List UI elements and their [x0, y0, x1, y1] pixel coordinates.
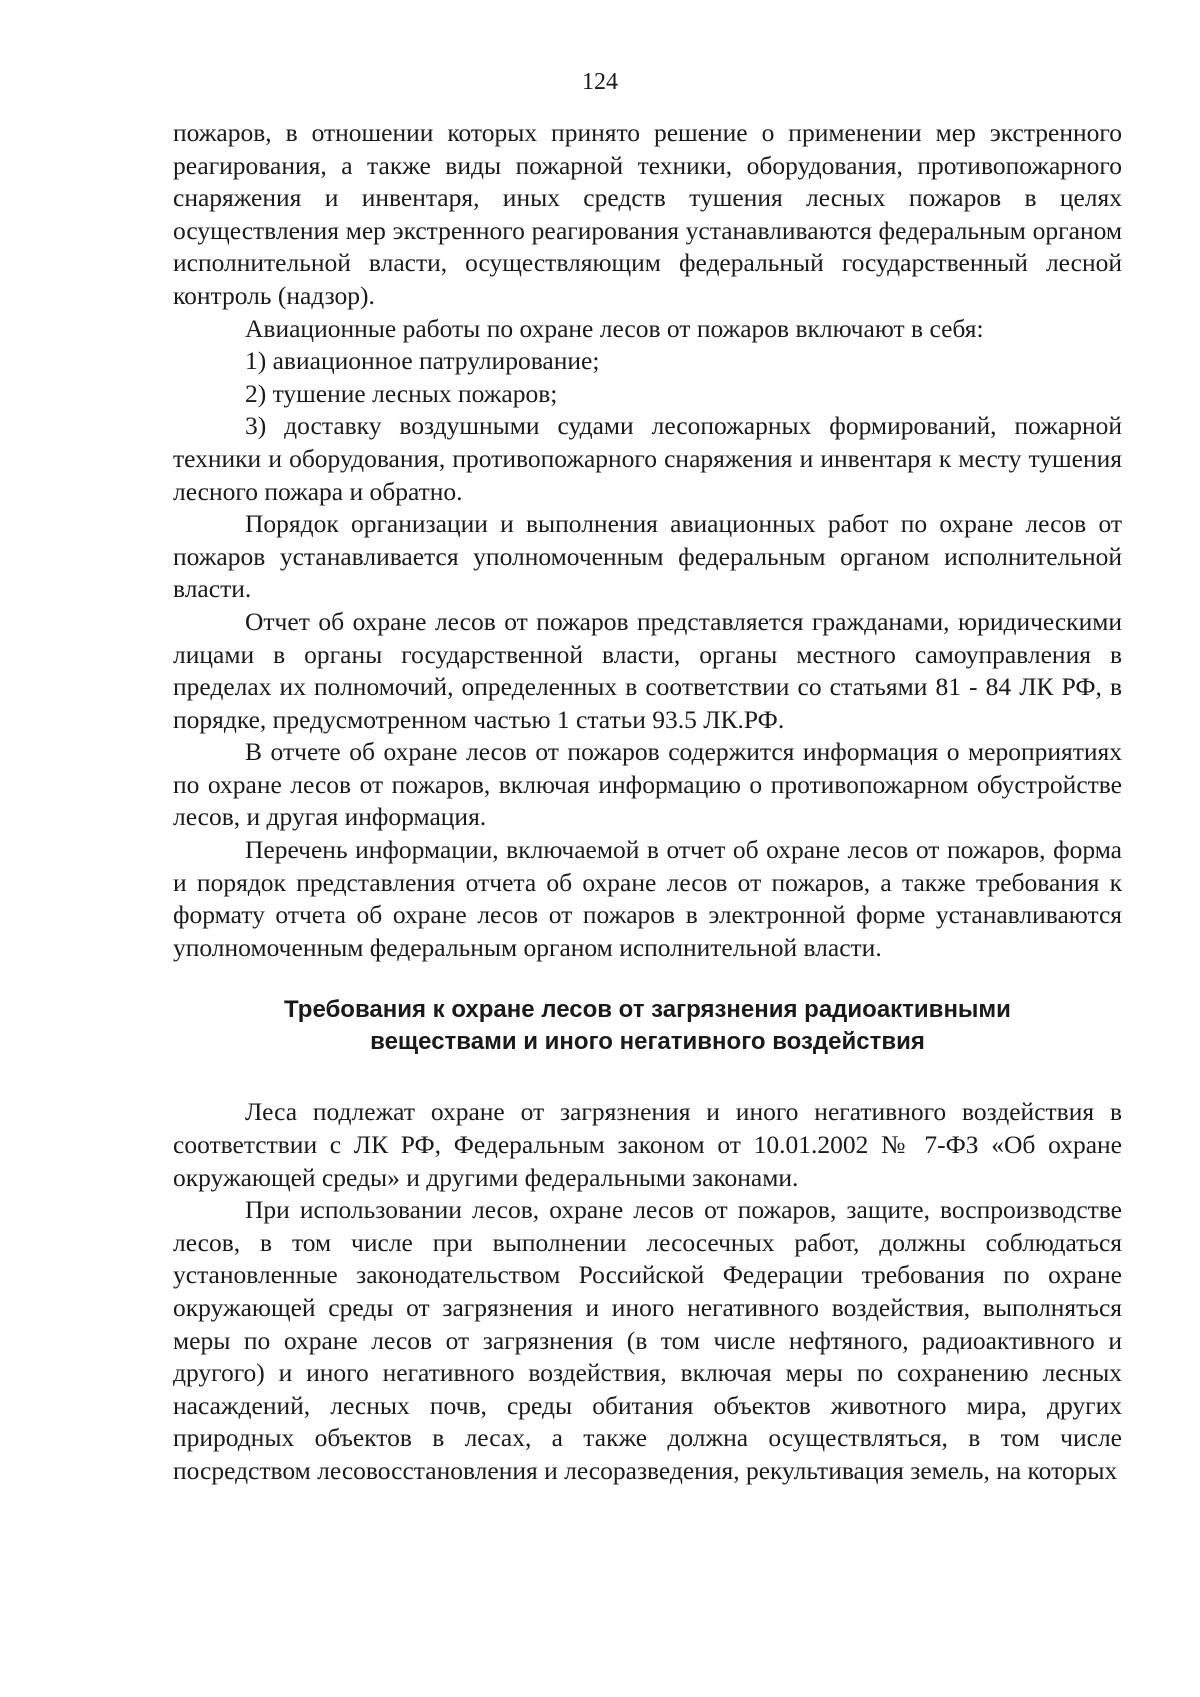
- paragraph: Леса подлежат охране от загрязнения и иного негативного воздействия в соответствии с ЛК РФ, Федеральным законом от 10.01.2002 № 7-ФЗ «Об охране окружающей среды» и другими федеральными законами.: [173, 1097, 1122, 1192]
- paragraph: В отчете об охране лесов от пожаров содержится информация о мероприятиях по охране лесов от пожаров, включая информацию о противопожарном обустройстве лесов, и другая информация.: [173, 737, 1122, 832]
- section-heading-line: веществами и иного негативного воздействия: [370, 1028, 925, 1056]
- paragraph: При использовании лесов, охране лесов от пожаров, защите, воспроизводстве лесов, в том числе при выполнении лесосечных работ, должны соблюдаться установленные законодательством Российской Федерации требования по охране окружающей среды от загрязнения и иного негативного воздействия, выполняться меры по охране лесов от загрязнения (в том числе нефтяного, радиоактивного и другого) и иного негативного воздействия, включая меры по сохранению лесных насаждений, лесных почв, среды обитания объектов животного мира, других природных объектов в лесах, а также должна осуществляться, в том числе посредством лесовосстановления и лесоразведения, рекультивация земель, на которых: [173, 1195, 1122, 1485]
- list-item: 2) тушение лесных пожаров;: [245, 378, 558, 408]
- page-number: 124: [582, 69, 618, 95]
- document-body: [173, 117, 1122, 1488]
- paragraph: Порядок организации и выполнения авиационных работ по охране лесов от пожаров устанавливается уполномоченным федеральным органом исполнительной власти.: [173, 509, 1122, 604]
- list-item: 3) доставку воздушными судами лесопожарных формирований, пожарной техники и оборудования, противопожарного снаряжения и инвентаря к месту тушения лесного пожара и обратно.: [173, 411, 1122, 506]
- section-heading-line: Требования к охране лесов от загрязнения радиоактивными: [284, 996, 1011, 1024]
- paragraph: Перечень информации, включаемой в отчет об охране лесов от пожаров, форма и порядок представления отчета об охране лесов от пожаров, а также требования к формату отчета об охране лесов от пожаров в электронной форме устанавливаются уполномоченным федеральным органом исполнительной власти.: [173, 835, 1122, 962]
- paragraph: Отчет об охране лесов от пожаров представляется гражданами, юридическими лицами в органы государственной власти, органы местного самоуправления в пределах их полномочий, определенных в соответствии со статьями 81 - 84 ЛК РФ, в порядке, предусмотренном частью 1 статьи 93.5 ЛК.РФ.: [173, 606, 1122, 734]
- paragraph: пожаров, в отношении которых принято решение о применении мер экстренного реагирования, а также виды пожарной техники, оборудования, противопожарного снаряжения и инвентаря, иных средств тушения лесных пожаров в целях осуществления мер экстренного реагирования устанавливаются федеральным органом исполнительной власти, осуществляющим федеральный государственный лесной контроль (надзор).: [173, 118, 1122, 310]
- section-heading: [173, 994, 1122, 1058]
- paragraph: Авиационные работы по охране лесов от пожаров включают в себя:: [245, 313, 984, 343]
- list-item: 1) авиационное патрулирование;: [245, 346, 600, 376]
